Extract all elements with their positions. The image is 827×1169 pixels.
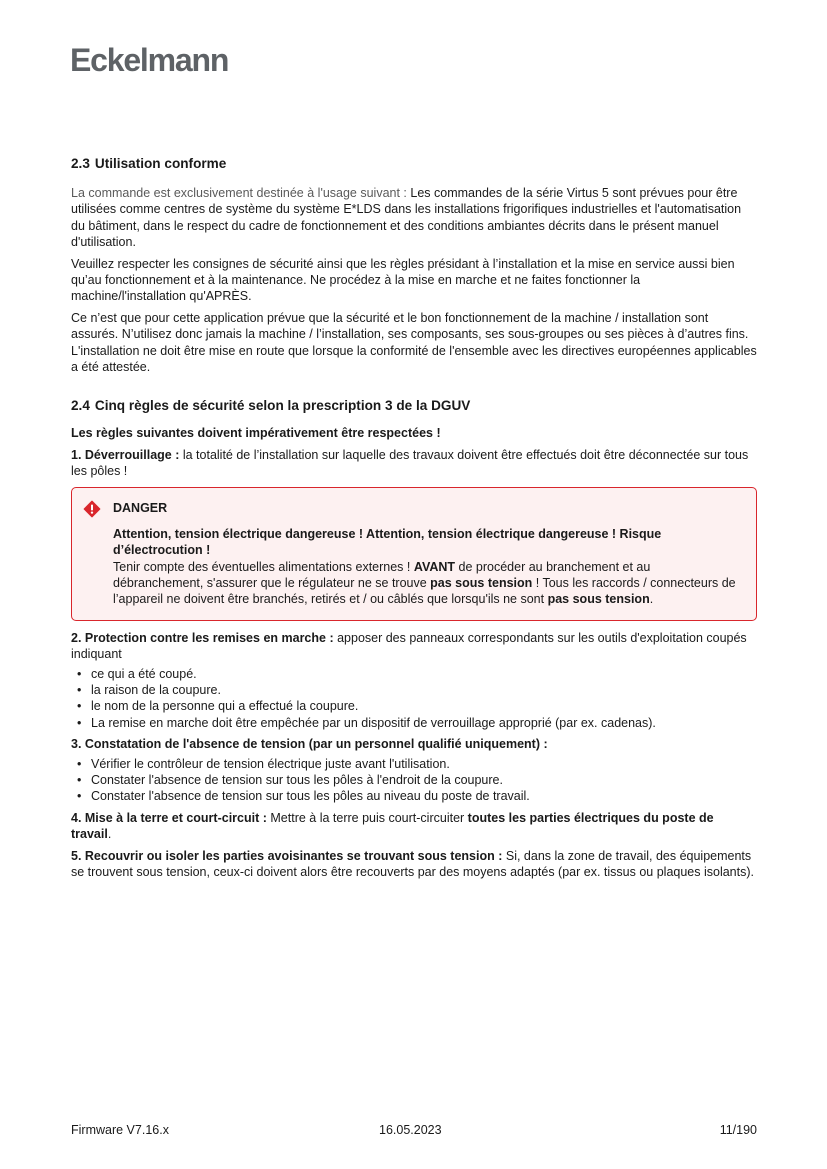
- paragraph: [71, 185, 757, 251]
- company-logo: Eckelmann: [70, 42, 229, 78]
- rule-3-list: [71, 756, 757, 805]
- list-item: • ce qui a été coupé.: [71, 666, 757, 682]
- list-item: • Constater l'absence de tension sur tous les pôles au niveau du poste de travail.: [71, 788, 757, 804]
- rule-2: [71, 630, 757, 663]
- rule-label: 1. Déverrouillage :: [71, 447, 180, 462]
- rules-intro-text: Les règles suivantes doivent impérativement être respectées !: [71, 426, 441, 441]
- danger-text: [113, 559, 736, 608]
- danger-text-part: ! Tous les raccords / connecteurs de l’appareil ne doivent être branchés, retirés et / ou câblés que lorsqu'ils ne sont: [113, 575, 736, 607]
- list-item: • Vérifier le contrôleur de tension électrique juste avant l'utilisation.: [71, 756, 757, 772]
- danger-emphasis: pas sous tension: [430, 575, 533, 590]
- danger-text-part: .: [649, 592, 654, 607]
- rule-text: Mettre à la terre puis court-circuiter: [266, 810, 468, 825]
- list-item: • la raison de la coupure.: [71, 682, 757, 698]
- danger-text-part: Tenir compte des éventuelles alimentations externes !: [113, 559, 414, 574]
- rule-2-list: [71, 666, 757, 732]
- danger-header: [83, 500, 736, 518]
- rule-label: 2. Protection contre les remises en marche :: [71, 630, 334, 645]
- danger-headline: [113, 526, 736, 559]
- rule-3: [71, 736, 757, 752]
- danger-emphasis: pas sous tension: [547, 592, 650, 607]
- footer-date: 16.05.2023: [379, 1123, 442, 1137]
- paragraph: Veuillez respecter les consignes de sécurité ainsi que les règles présidant à l’installation et la mise en service aussi bien qu’au fonctionnement et à la maintenance. Ne procédez à la mise en marche et ne faites fonctionner la machine/l'installation qu'APRÈS.: [71, 256, 735, 304]
- danger-callout: [71, 487, 757, 621]
- danger-title: DANGER: [113, 501, 168, 516]
- footer-page-number: 11/190: [719, 1123, 757, 1137]
- footer-firmware: Firmware V7.16.x: [71, 1123, 169, 1137]
- rule-4: [71, 810, 757, 843]
- rule-text-end: .: [107, 827, 112, 842]
- paragraph-lead: La commande est exclusivement destinée à l'usage suivant :: [71, 186, 407, 200]
- rule-label: 3. Constatation de l'absence de tension (par un personnel qualifié uniquement) :: [71, 737, 548, 752]
- danger-body: [113, 526, 736, 608]
- rule-label: 5. Recouvrir ou isoler les parties avoisinantes se trouvant sous tension :: [71, 848, 503, 863]
- paragraph: Ce n’est que pour cette application prévue que la sécurité et le bon fonctionnement de la machine / installation sont assurés. N’utilisez donc jamais la machine / l’installation, ses composants, ses sous-groupes ou ses pièces à d’autres fins. L'installation ne doit être mise en route que lorsque la conformité de l'ensemble avec les directives européennes applicables a été attestée.: [71, 310, 757, 375]
- rule-5: [71, 848, 757, 881]
- page-content: [71, 155, 757, 880]
- section-number: 2.4: [71, 398, 90, 414]
- section-safety-rules: [71, 397, 757, 880]
- section-number: 2.3: [71, 156, 90, 171]
- list-item: • La remise en marche doit être empêchée par un dispositif de verrouillage approprié (par ex. cadenas).: [71, 715, 757, 731]
- warning-diamond-icon: [83, 500, 101, 518]
- list-item: • le nom de la personne qui a effectué la coupure.: [71, 698, 757, 714]
- section-heading: [71, 155, 757, 172]
- danger-headline-text: Attention, tension électrique dangereuse ! Attention, tension électrique dangereuse ! Risque d’électrocution !: [113, 526, 662, 558]
- rule-text: apposer des panneaux correspondants sur les outils d'exploitation coupés indiquant: [71, 630, 747, 662]
- danger-emphasis: AVANT: [413, 559, 456, 574]
- rules-intro: [71, 425, 757, 441]
- section-title: Utilisation conforme: [94, 156, 227, 171]
- section-heading: [71, 397, 757, 414]
- danger-text-part: de procéder au branchement et au débranchement, s'assurer que le régulateur ne se trouve: [113, 559, 651, 590]
- rule-text: la totalité de l’installation sur laquelle des travaux doivent être effectués doit être déconnectée sur tous les pôles !: [71, 447, 749, 479]
- paragraph-text: Les commandes de la série Virtus 5 sont prévues pour être utilisées comme centres de système du système E*LDS dans les installations frigorifiques industrielles et l'automatisation du bâtiment, dans le respect du cadre de fonctionnement et des conditions ambiantes décrits dans le présent manuel d'utilisation.: [71, 186, 742, 250]
- list-item: • Constater l'absence de tension sur tous les pôles à l'endroit de la coupure.: [71, 772, 757, 788]
- section-intended-use: [71, 155, 757, 375]
- section-title: Cinq règles de sécurité selon la prescription 3 de la DGUV: [94, 398, 471, 414]
- rule-text: Si, dans la zone de travail, des équipements se trouvent sous tension, ceux-ci doivent alors être recouverts par des moyens adaptés (par ex. tissus ou plaques isolants).: [71, 848, 754, 879]
- rule-label: 4. Mise à la terre et court-circuit :: [71, 810, 267, 825]
- rule-emphasis: toutes les parties électriques du poste de travail: [71, 810, 714, 842]
- rule-1: [71, 447, 757, 480]
